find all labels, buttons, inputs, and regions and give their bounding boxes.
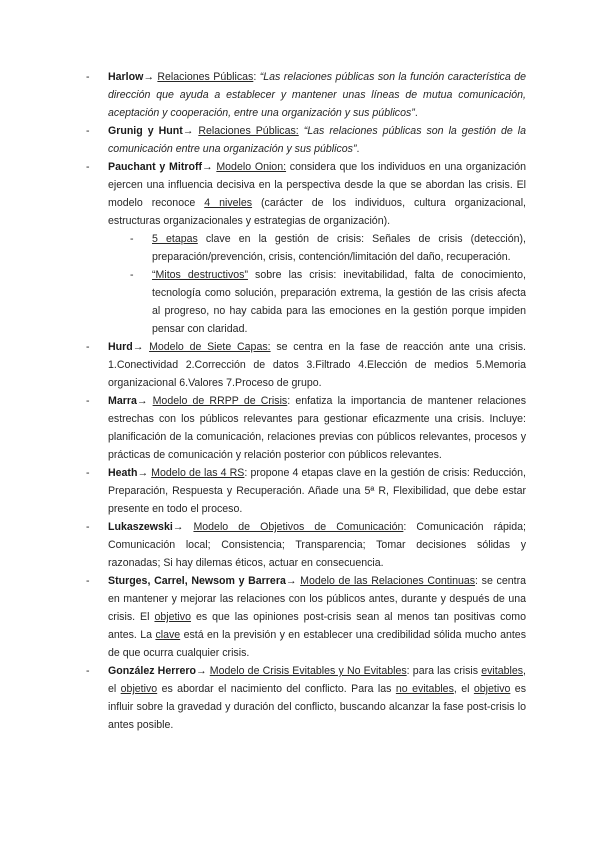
bullet: - [86,467,90,479]
model-name: Modelo Onion: [216,161,287,173]
author-name: Grunig y Hunt [108,125,183,137]
emphasis-text: evitables [481,665,524,677]
list-item-gonzalez-herrero [86,662,526,734]
list-item-lukaszewski [86,518,526,572]
author-name: González Herrero [108,665,196,677]
body-text: : propone 4 etapas clave en la gestión de crisis: Reducción, Preparación, Respuesta y Recuperación. Añade una 5ª R, Flexibilidad, que debe estar presente en todo el proceso. [108,467,527,515]
emphasis-text: objetivo [120,683,158,695]
arrow: → [182,125,194,137]
body-text: : se centra en mantener y mejorar las relaciones con los públicos antes, durante y después de una crisis. El [108,575,526,623]
emphasis-text: objetivo [154,611,191,623]
bullet: - [86,575,90,587]
emphasis-text: 4 niveles [204,197,253,209]
body-text: (carácter de los individuos, cultura organizacional, estructuras organizacionales y estrategias de organización). [108,197,526,227]
bullet: - [130,269,134,281]
body-text: clave en la gestión de crisis: Señales de crisis (detección), preparación/prevención, crisis, contención/limitación del daño, recuperación. [152,233,526,263]
bullet: - [86,341,90,353]
author-name: Lukaszewski [108,521,173,533]
sub-item-etapas [130,230,526,266]
body-text: es que las opiniones post-crisis sean al menos tan positivas como antes. La [108,611,527,641]
emphasis-text: clave [155,629,181,641]
arrow: → [136,395,148,407]
body-text: sobre las crisis: inevitabilidad, falta de conocimiento, tecnología como solución, preparación extrema, la gestión de las crisis afecta al progreso, no hay cabida para las emociones en la gestión porque impiden pensar con claridad. [152,269,526,335]
sub-item-mitos [130,266,526,338]
separator: : [253,71,257,83]
emphasis-text: “Mitos destructivos” [152,269,248,281]
emphasis-text: objetivo [473,683,511,695]
end-punct: . [414,107,418,119]
bullet: - [86,71,90,83]
model-name: Modelo de las 4 RS [151,467,245,479]
bullet: - [130,233,134,245]
arrow: → [143,71,154,83]
arrow: → [132,341,144,353]
arrow: → [172,521,184,533]
end-punct: . [356,143,360,155]
body-text: considera que los individuos en una organización ejercen una influencia decisiva en la perspectiva desde la que se abordan las crisis. El modelo reconoce [108,161,527,209]
body-text: , el [108,665,526,695]
bullet: - [86,665,90,677]
author-name: Hurd [108,341,133,353]
list-item-heath [86,464,526,518]
arrow: → [137,467,149,479]
model-name: Modelo de Siete Capas: [149,341,271,353]
body-text: : Comunicación rápida; Comunicación local; Consistencia; Transparencia; Tomar decisiones sólidas y razonadas; Si hay dilemas éticos, actuar en consecuencia. [108,521,526,569]
sub-list [108,230,526,338]
author-name: Sturges, Carrel, Newsom y Barrera [108,575,286,587]
list-item-sturges [86,572,526,662]
quote-text: “Las relaciones públicas son la gestión de la comunicación entre una organización y sus públicos” [108,125,526,155]
body-text: es influir sobre la gravedad y duración del conflicto, buscando alcanzar la fase post-crisis lo antes posible. [108,683,526,731]
bullet: - [86,125,90,137]
models-list [86,68,526,734]
author-name: Heath [108,467,138,479]
model-name: Modelo de Objetivos de Comunicación [193,521,404,533]
quote-text: “Las relaciones públicas son la función característica de dirección que ayuda a establecer y mantener unas líneas de mutua comunicación, aceptación y cooperación, entre una organización y sus públicos” [108,71,526,119]
model-name: Modelo de RRPP de Crisis [152,395,288,407]
body-text: se centra en la fase de reacción ante una crisis. 1.Conectividad 2.Corrección de datos 3.Filtrado 4.Elección de medios 5.Memoria organizacional 6.Valores 7.Proceso de grupo. [108,341,527,389]
arrow: → [202,161,213,173]
author-name: Harlow [108,71,144,83]
list-item-hurd [86,338,526,392]
bullet: - [86,161,90,173]
body-text: : para las crisis [406,665,482,677]
bullet: - [86,521,90,533]
body-text: es abordar el nacimiento del conflicto. Para las [157,683,396,695]
emphasis-text: no evitables [395,683,454,695]
bullet: - [86,395,90,407]
model-name: Modelo de las Relaciones Continuas [300,575,476,587]
body-text: está en la previsión y en establecer una credibilidad sólida mucho antes de que ocurra cualquier crisis. [108,629,526,659]
list-item-harlow [86,68,526,122]
model-name: Relaciones Públicas: [198,125,299,137]
body-text: : enfatiza la importancia de mantener relaciones estrechas con los públicos relevantes para gestionar eficazmente una crisis. Incluye: planificación de la comunicación, relaciones previas con públicos relevantes, procesos y prácticas de comunicación y relación posterior con públicos relevantes. [108,395,526,461]
model-name: Modelo de Crisis Evitables y No Evitables [209,665,407,677]
author-name: Marra [108,395,137,407]
emphasis-text: 5 etapas [152,233,198,245]
body-text: , el [453,683,474,695]
author-name: Pauchant y Mitroff [108,161,202,173]
list-item-grunig-hunt [86,122,526,158]
list-item-pauchant-mitroff [86,158,526,338]
model-name: Relaciones Públicas [157,71,254,83]
arrow: → [195,665,207,677]
arrow: → [285,575,297,587]
list-item-marra [86,392,526,464]
